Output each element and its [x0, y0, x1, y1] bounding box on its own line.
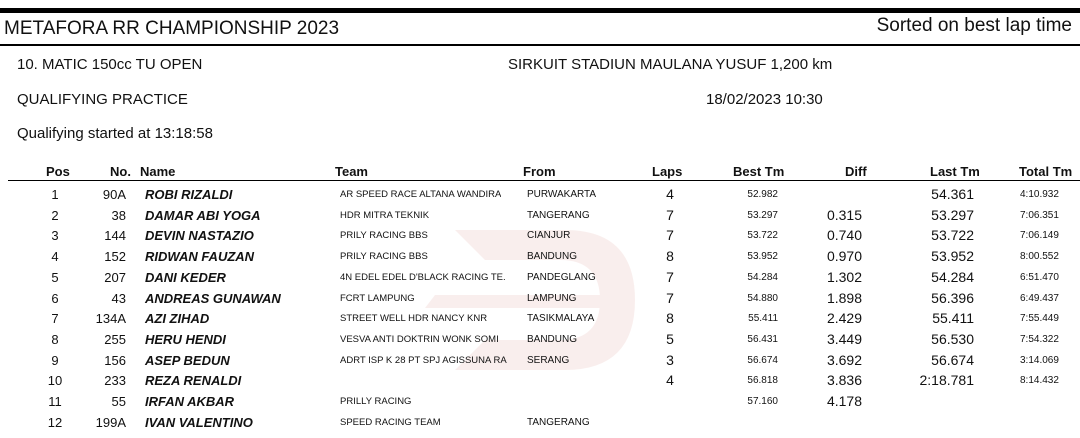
cell-total: 7:06.351: [1020, 209, 1059, 221]
col-header-from: From: [523, 164, 556, 179]
cell-best: 57.160: [747, 396, 778, 407]
cell-team: FCRT LAMPUNG: [340, 292, 415, 304]
cell-laps: 4: [666, 186, 674, 202]
cell-diff: 3.449: [826, 330, 862, 347]
session-datetime: 18/02/2023 10:30: [706, 91, 823, 108]
sort-label: Sorted on best lap time: [876, 15, 1072, 36]
cell-last: 53.297: [931, 206, 974, 223]
cell-best: 53.297: [747, 209, 778, 221]
cell-laps: 7: [666, 206, 674, 223]
cell-pos: 6: [51, 290, 59, 306]
cell-laps: 7: [666, 289, 674, 306]
cell-diff: 3.836: [826, 372, 862, 389]
cell-name: RIDWAN FAUZAN: [145, 249, 255, 265]
cell-name: DEVIN NASTAZIO: [145, 228, 254, 244]
cell-team: VESVA ANTI DOKTRIN WONK SOMI: [340, 333, 499, 345]
table-row: [0, 350, 1080, 371]
cell-no: 38: [111, 207, 126, 223]
cell-laps: 5: [666, 330, 674, 347]
cell-diff: 4.178: [826, 393, 862, 409]
cell-name: AZI ZIHAD: [145, 311, 210, 327]
cell-no: 255: [104, 331, 126, 347]
table-row: [0, 308, 1080, 329]
cell-diff: 3.692: [826, 351, 862, 368]
cell-name: HERU HENDI: [145, 331, 226, 347]
cell-total: 8:00.552: [1020, 251, 1059, 263]
cell-best: 56.818: [747, 375, 778, 387]
cell-diff: 0.970: [826, 248, 862, 265]
col-header-last: Last Tm: [930, 164, 980, 179]
table-row: [0, 225, 1080, 246]
cell-total: 7:54.322: [1020, 333, 1059, 345]
session-name: QUALIFYING PRACTICE: [17, 91, 188, 108]
cell-name: DANI KEDER: [145, 269, 226, 285]
cell-name: ASEP BEDUN: [145, 352, 230, 368]
col-header-laps: Laps: [652, 164, 683, 179]
cell-best: 54.284: [747, 271, 778, 283]
cell-from: BANDUNG: [527, 251, 578, 263]
cell-last: 56.396: [931, 289, 974, 306]
cell-best: 54.880: [747, 292, 778, 304]
cell-total: 7:06.149: [1020, 230, 1059, 242]
cell-team: AR SPEED RACE ALTANA WANDIRA: [340, 189, 502, 200]
cell-from: TANGERANG: [527, 416, 590, 428]
cell-name: DAMAR ABI YOGA: [145, 207, 261, 223]
cell-pos: 2: [51, 207, 59, 223]
cell-name: IRFAN AKBAR: [145, 394, 235, 409]
start-time: Qualifying started at 13:18:58: [17, 125, 213, 142]
cell-team: PRILY RACING BBS: [340, 251, 428, 263]
cell-laps: 8: [666, 248, 674, 265]
cell-team: ADRT ISP K 28 PT SPJ AGISSUNA RA: [340, 354, 507, 366]
cell-last: 54.284: [931, 268, 974, 285]
cell-from: SERANG: [527, 354, 570, 366]
cell-team: SPEED RACING TEAM: [340, 416, 441, 428]
cell-no: 55: [111, 394, 126, 409]
table-row: [0, 391, 1080, 412]
cell-from: BANDUNG: [527, 333, 578, 345]
cell-diff: 0.315: [826, 206, 862, 223]
cell-pos: 11: [48, 394, 62, 409]
table-row: [0, 184, 1080, 205]
cell-name: ROBI RIZALDI: [145, 187, 233, 202]
cell-no: 43: [111, 290, 126, 306]
col-header-name: Name: [140, 164, 176, 179]
cell-name: IVAN VALENTINO: [145, 414, 253, 430]
table-row: [0, 288, 1080, 309]
cell-total: 3:14.069: [1020, 354, 1059, 366]
cell-laps: 7: [666, 227, 674, 244]
cell-best: 53.952: [747, 251, 778, 263]
cell-from: TANGERANG: [527, 209, 590, 221]
cell-best: 56.674: [747, 354, 778, 366]
cell-no: 134A: [95, 311, 126, 327]
cell-last: 54.361: [931, 186, 974, 202]
cell-best: 55.411: [748, 313, 778, 325]
cell-team: STREET WELL HDR NANCY KNR: [340, 313, 488, 325]
cell-diff: 0.740: [826, 227, 862, 244]
table-row: [0, 246, 1080, 267]
cell-diff: 1.302: [826, 268, 862, 285]
cell-from: PANDEGLANG: [527, 271, 596, 283]
cell-laps: 7: [666, 268, 674, 285]
col-header-no: No.: [110, 164, 131, 179]
cell-last: 56.674: [931, 351, 974, 368]
cell-no: 199A: [95, 414, 126, 430]
table-row: [0, 329, 1080, 350]
cell-team: 4N EDEL EDEL D'BLACK RACING TE.: [340, 271, 506, 283]
table-row: [0, 205, 1080, 226]
cell-from: PURWAKARTA: [527, 189, 597, 200]
cell-no: 156: [104, 352, 126, 368]
cell-from: TASIKMALAYA: [527, 313, 595, 325]
cell-total: 8:14.432: [1020, 375, 1059, 387]
cell-last: 55.411: [932, 310, 974, 327]
col-header-team: Team: [335, 164, 368, 179]
cell-name: ANDREAS GUNAWAN: [145, 290, 281, 306]
cell-no: 144: [104, 228, 126, 244]
cell-team: HDR MITRA TEKNIK: [340, 209, 430, 221]
cell-no: 207: [104, 269, 126, 285]
top-bar: [0, 8, 1080, 13]
table-row: [0, 267, 1080, 288]
cell-no: 90A: [102, 187, 126, 202]
cell-no: 233: [104, 373, 126, 389]
cell-best: 52.982: [747, 189, 778, 200]
table-row: [0, 412, 1080, 433]
cell-diff: 1.898: [826, 289, 862, 306]
col-header-pos: Pos: [46, 164, 70, 179]
cell-last: 2:18.781: [919, 372, 974, 389]
header-rule: [0, 44, 1080, 46]
cell-best: 53.722: [747, 230, 778, 242]
cell-total: 7:55.449: [1020, 313, 1059, 325]
cell-laps: 8: [666, 310, 674, 327]
cell-pos: 10: [47, 373, 63, 389]
cell-team: PRILY RACING BBS: [340, 230, 428, 242]
class-name: 10. MATIC 150cc TU OPEN: [17, 56, 203, 73]
cell-from: LAMPUNG: [527, 292, 577, 304]
cell-laps: 4: [666, 372, 674, 389]
cell-total: 6:51.470: [1020, 271, 1059, 283]
cell-no: 152: [104, 249, 126, 265]
cell-last: 53.952: [931, 248, 974, 265]
cell-from: CIANJUR: [527, 230, 571, 242]
cell-laps: 3: [666, 351, 674, 368]
cell-pos: 12: [47, 414, 63, 430]
cell-last: 56.530: [931, 330, 974, 347]
cell-pos: 8: [51, 331, 59, 347]
table-row: [0, 370, 1080, 391]
cell-total: 4:10.932: [1020, 189, 1059, 200]
circuit-name: SIRKUIT STADIUN MAULANA YUSUF 1,200 km: [508, 56, 833, 73]
cell-name: REZA RENALDI: [145, 373, 242, 389]
cell-pos: 3: [51, 228, 59, 244]
table-header-rule: [8, 180, 1080, 181]
cell-total: 6:49.437: [1020, 292, 1059, 304]
championship-title: METAFORA RR CHAMPIONSHIP 2023: [4, 18, 340, 39]
cell-pos: 4: [51, 249, 59, 265]
cell-pos: 7: [51, 311, 59, 327]
cell-last: 53.722: [931, 227, 974, 244]
col-header-total: Total Tm: [1019, 164, 1073, 179]
cell-pos: 9: [51, 352, 59, 368]
cell-best: 56.431: [747, 333, 778, 345]
cell-team: PRILLY RACING: [340, 396, 412, 407]
cell-pos: 1: [51, 187, 59, 202]
col-header-best: Best Tm: [733, 164, 785, 179]
cell-diff: 2.429: [826, 310, 862, 327]
cell-pos: 5: [51, 269, 59, 285]
col-header-diff: Diff: [845, 164, 867, 179]
